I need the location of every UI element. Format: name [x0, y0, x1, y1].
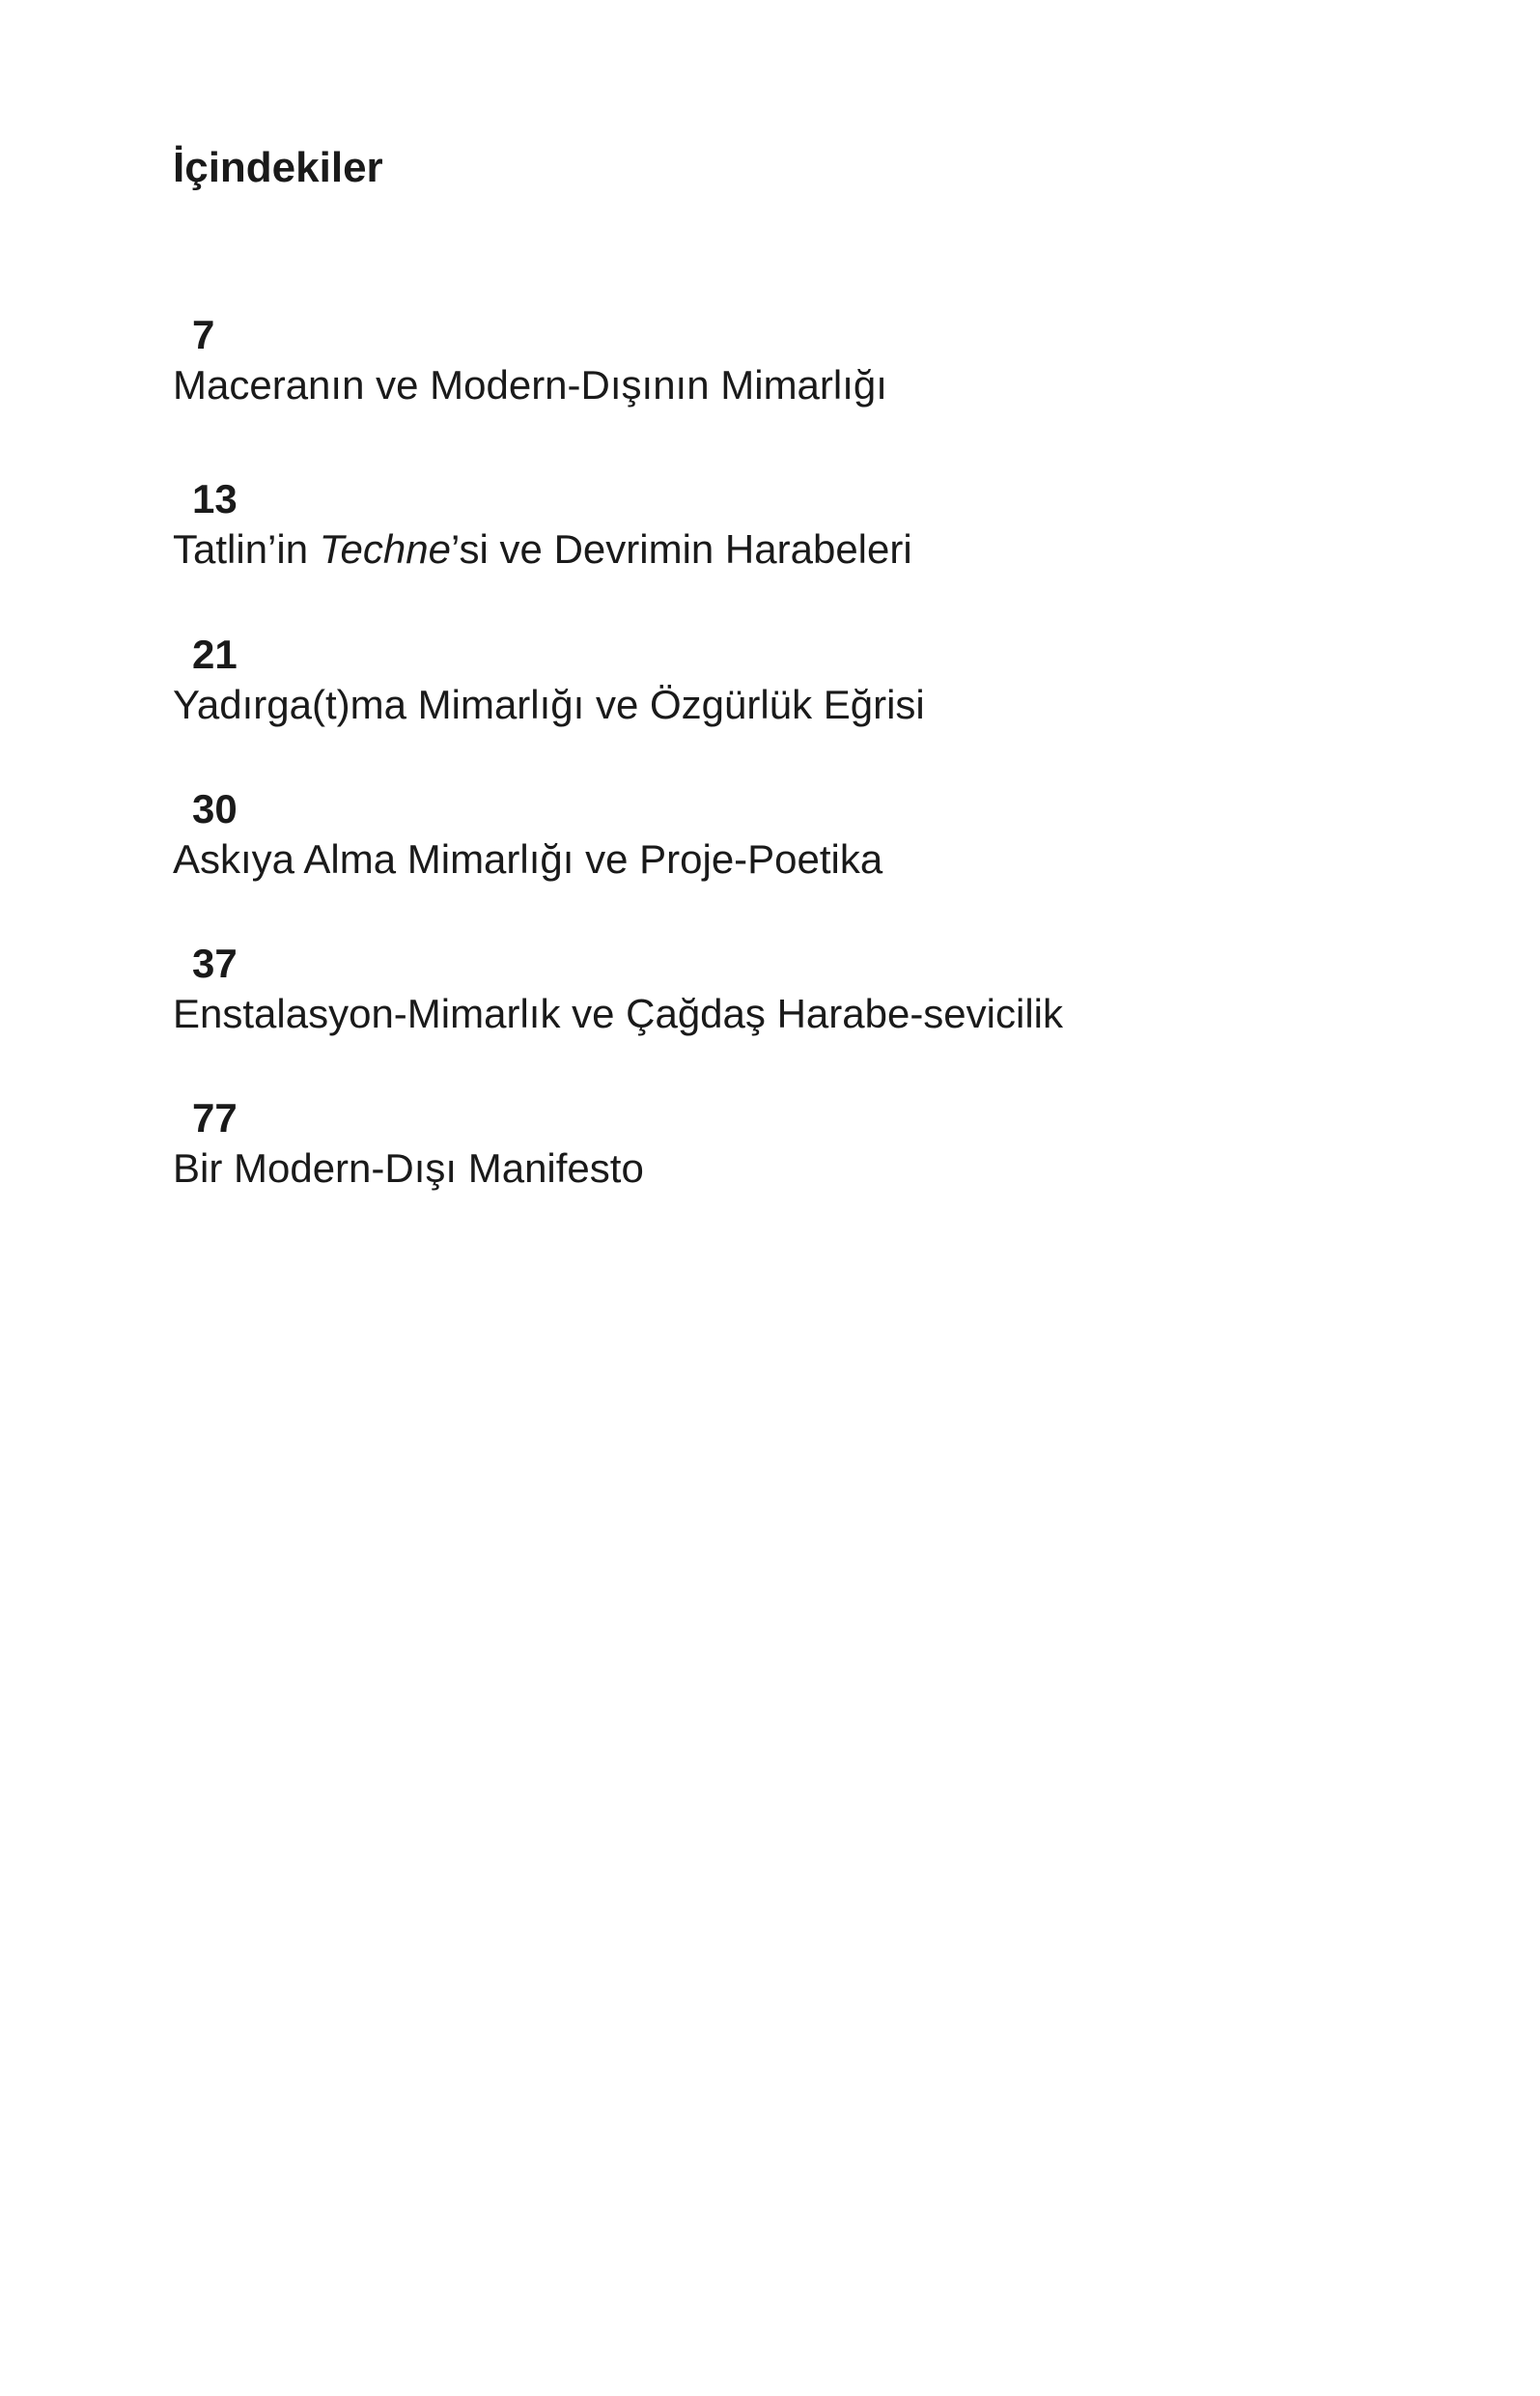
toc-entry-title: Askıya Alma Mimarlığı ve Proje-Poetika — [173, 836, 883, 882]
toc-entry — [173, 940, 1063, 1040]
toc-entry-title: Bir Modern-Dışı Manifesto — [173, 1145, 644, 1191]
toc-page-number: 13 — [192, 476, 238, 521]
toc-entry-title-start: Tatlin’in — [173, 526, 320, 572]
toc-entry — [173, 785, 882, 886]
toc-entry — [173, 1094, 644, 1195]
toc-entry-title-italic: Techne — [319, 526, 451, 572]
toc-page-number: 7 — [192, 312, 215, 357]
toc-entry — [173, 311, 887, 411]
toc-entry-title-end: ’si ve Devrimin Harabeleri — [450, 526, 912, 572]
toc-entry-title: Enstalasyon-Mimarlık ve Çağdaş Harabe-sevicilik — [173, 991, 1063, 1036]
toc-page-number: 30 — [192, 786, 238, 832]
toc-entry — [173, 475, 912, 576]
toc-entry-title: Maceranın ve Modern-Dışının Mimarlığı — [173, 362, 887, 408]
toc-entry-title: Yadırga(t)ma Mimarlığı ve Özgürlük Eğrisi — [173, 682, 925, 727]
toc-page-number: 77 — [192, 1095, 238, 1141]
toc-entry — [173, 631, 925, 731]
toc-page-number: 21 — [192, 632, 238, 677]
toc-entry-title — [173, 523, 912, 576]
toc-page-number: 37 — [192, 941, 238, 986]
page-title: İçindekiler — [173, 144, 383, 191]
